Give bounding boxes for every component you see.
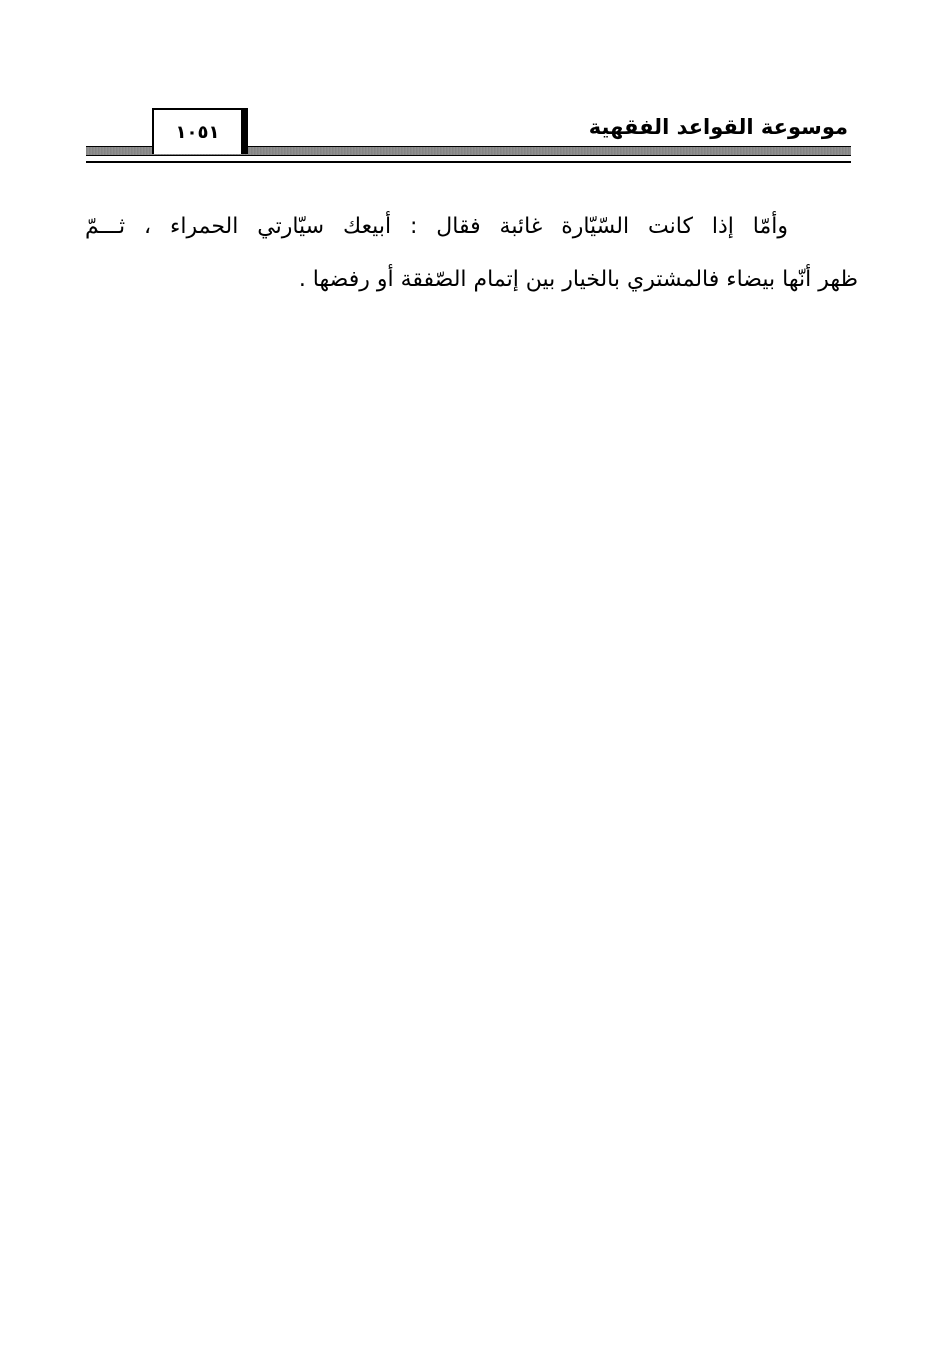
- body-paragraph: [85, 200, 858, 306]
- page-number: ١٠٥١: [175, 121, 220, 143]
- running-header-title: موسوعة القواعد الفقهية: [588, 115, 848, 139]
- header-divider-rule: [86, 161, 851, 163]
- body-line: وأمّا إذا كانت السّيّارة غائبة فقال : أبيعك سيّارتي الحمراء ، ثـــمّ: [85, 214, 788, 239]
- page-number-box: [152, 108, 248, 154]
- body-line: ظهر أنّها بيضاء فالمشتري بالخيار بين إتمام الصّفقة أو رفضها .: [298, 267, 858, 292]
